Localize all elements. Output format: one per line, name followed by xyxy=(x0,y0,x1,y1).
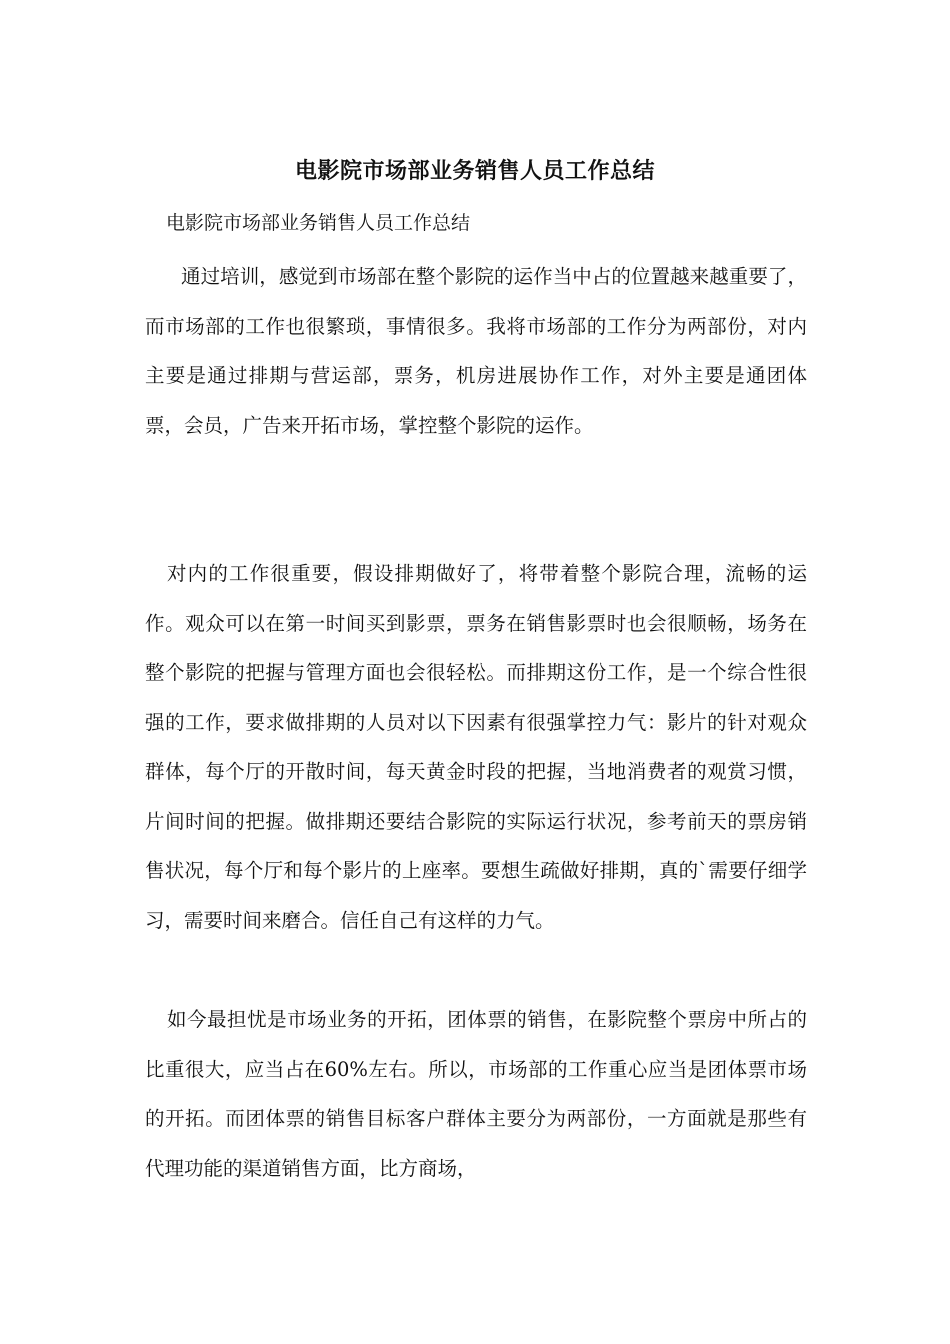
document-subtitle: 电影院市场部业务销售人员工作总结 xyxy=(166,212,471,234)
paragraph-2: 对内的工作很重要，假设排期做好了，将带着整个影院合理，流畅的运作。观众可以在第一时间买到影票，票务在销售影票时也会很顺畅，场务在整个影院的把握与管理方面也会很轻松。而排期这份工作，是一个综合性很强的工作，要求做排期的人员对以下因素有很强掌控力气：影片的针对观众群体，每个厅的开散时间，每天黄金时段的把握，当地消费者的观赏习惯，片间时间的把握。做排期还要结合影院的实际运行状况，参考前天的票房销售状况，每个厅和每个影片的上座率。要想生疏做好排期，真的`需要仔细学习，需要时间来磨合。信任自己有这样的力气。 xyxy=(145,562,807,932)
paragraph-1: 通过培训，感觉到市场部在整个影院的运作当中占的位置越来越重要了，而市场部的工作也很繁琐，事情很多。我将市场部的工作分为两部份，对内主要是通过排期与营运部，票务，机房进展协作工作，对外主要是通团体票，会员，广告来开拓市场，掌控整个影院的运作。 xyxy=(145,265,807,437)
document-title: 电影院市场部业务销售人员工作总结 xyxy=(294,158,655,184)
paragraph-3: 如今最担忧是市场业务的开拓，团体票的销售，在影院整个票房中所占的比重很大，应当占在60%左右。所以，市场部的工作重心应当是团体票市场的开拓。而团体票的销售目标客户群体主要分为两部份，一方面就是那些有代理功能的渠道销售方面，比方商场， xyxy=(145,1008,807,1180)
